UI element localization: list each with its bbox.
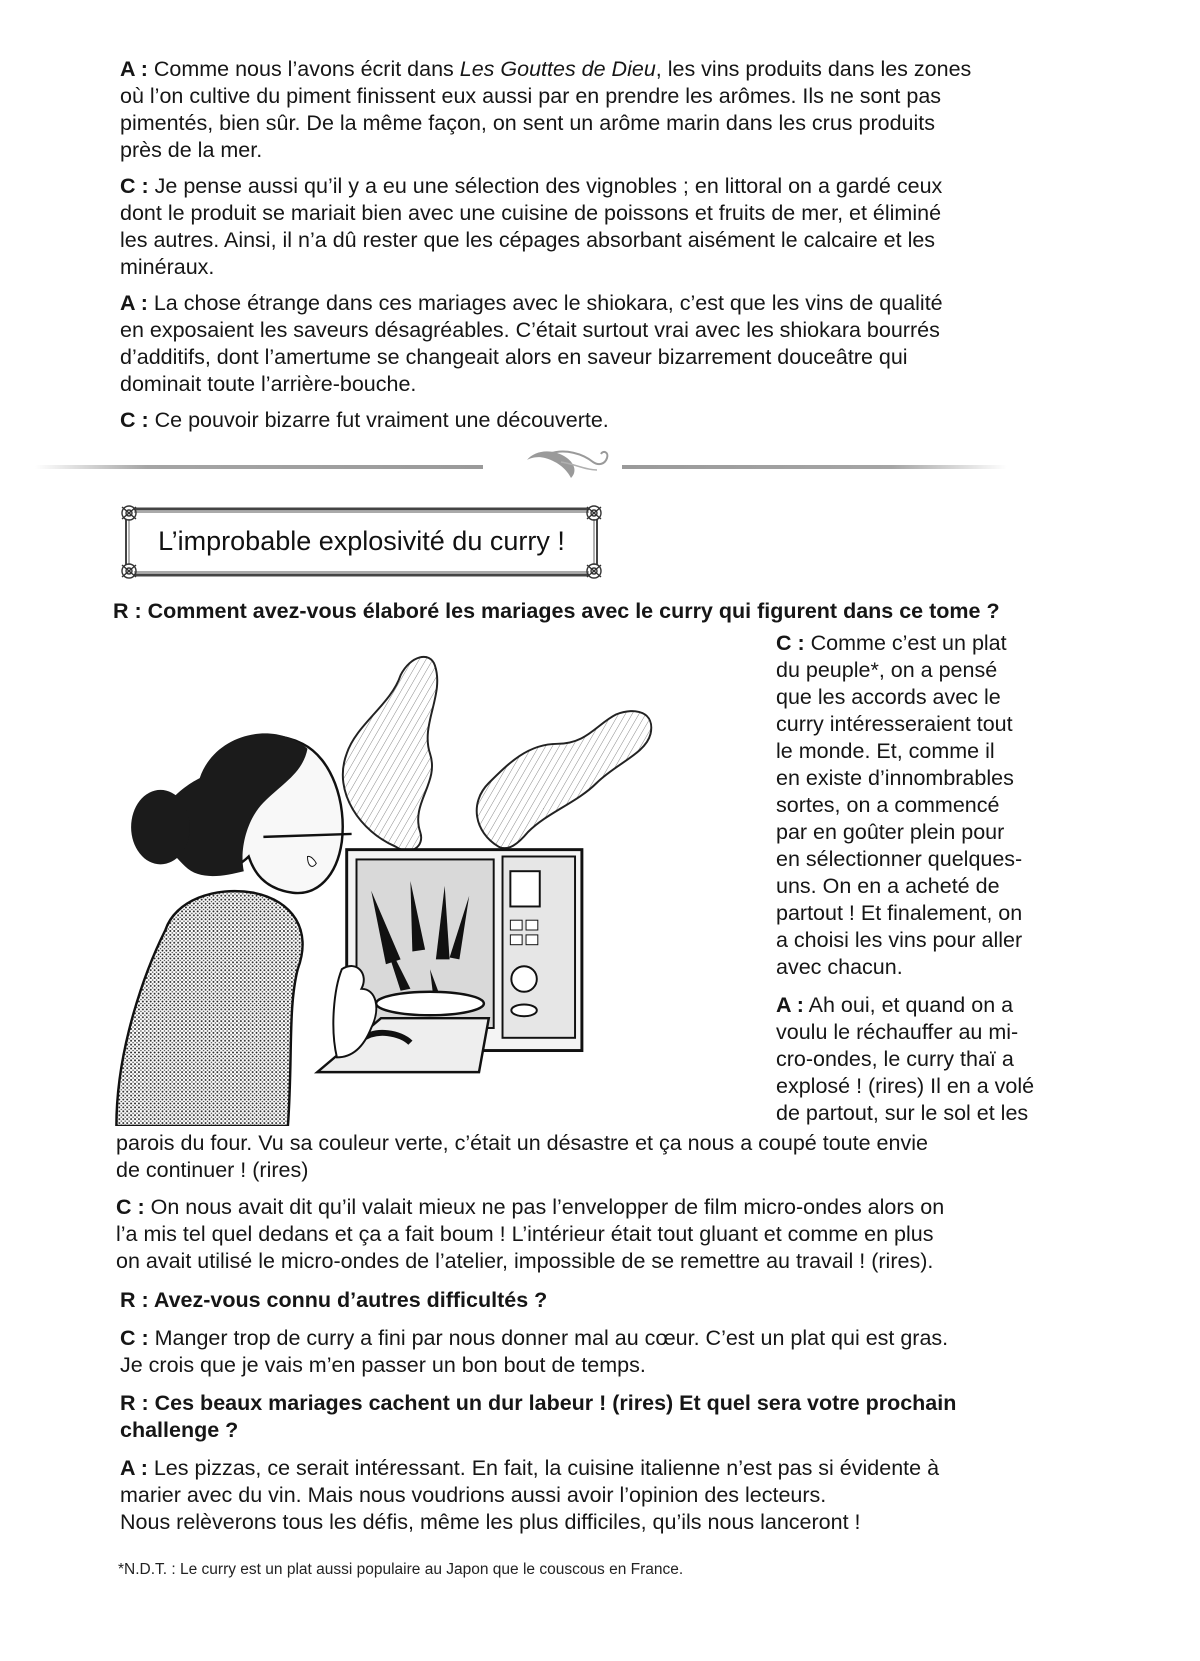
footnote: *N.D.T. : Le curry est un plat aussi populaire au Japon que le couscous en France. [118, 1561, 684, 1578]
speaker-label: C : [120, 408, 149, 432]
text-run: Manger trop de curry a fini par nous donner mal au cœur. C’est un plat qui est gras. [148, 1326, 949, 1350]
paragraph-a-shiokara [120, 290, 1060, 398]
text-line: le monde. Et, comme il [776, 739, 995, 763]
paragraph-a-micro-ondes-cont [116, 1130, 1060, 1184]
text-line: que les accords avec le [776, 685, 1001, 709]
text-line [120, 173, 1060, 200]
text-line [120, 1287, 1060, 1314]
flourish-ornament-icon [505, 444, 615, 480]
divider-line-left [35, 465, 483, 469]
speaker-label: A : [120, 57, 148, 81]
text-run: Comment avez-vous élaboré les mariages avec le curry qui figurent dans ce tome ? [141, 599, 1000, 623]
text-line [120, 56, 1060, 83]
text-line: on avait utilisé le micro-ondes de l’atelier, impossible de se remettre au travail ! (rires). [116, 1249, 934, 1273]
text-line [776, 992, 1060, 1019]
text-line: sortes, on a commencé [776, 793, 1000, 817]
book-title: Les Gouttes de Dieu [459, 57, 656, 81]
text-run: On nous avait dit qu’il valait mieux ne pas l’envelopper de film micro-ondes alors on [144, 1195, 945, 1219]
text-line: explosé ! (rires) Il en a volé [776, 1074, 1035, 1098]
text-run: Ce pouvoir bizarre fut vraiment une découverte. [148, 408, 609, 432]
paragraph-c-vignobles [120, 173, 1060, 281]
speaker-label: R : [113, 599, 142, 623]
text-line: challenge ? [120, 1418, 239, 1442]
question-r-difficultes [120, 1287, 1060, 1314]
text-run: Comme nous l’avons écrit dans [147, 57, 460, 81]
speaker-label: C : [116, 1195, 145, 1219]
text-line: du peuple*, on a pensé [776, 658, 998, 682]
text-run: Je pense aussi qu’il y a eu une sélection des vignobles ; en littoral on a gardé ceux [148, 174, 943, 198]
steam-cloud-icon [343, 657, 651, 851]
question-r-curry [113, 598, 1063, 625]
text-line: marier avec du vin. Mais nous voudrions aussi avoir l’opinion des lecteurs. [120, 1483, 827, 1507]
speaker-label: R : [120, 1391, 149, 1415]
text-line: parois du four. Vu sa couleur verte, c’était un désastre et ça nous a coupé toute envie [116, 1131, 928, 1155]
text-line: a choisi les vins pour aller [776, 928, 1023, 952]
text-line [120, 290, 1060, 317]
section-heading-frame [120, 503, 603, 581]
section-title: L’improbable explosivité du curry ! [158, 526, 565, 556]
text-line: où l’on cultive du piment finissent eux aussi par en prendre les arômes. Ils ne sont pas [120, 84, 942, 108]
text-line [120, 1455, 1060, 1482]
text-line: de partout, sur le sol et les [776, 1101, 1029, 1125]
text-line: minéraux. [120, 255, 215, 279]
text-line: cro-ondes, le curry thaï a [776, 1047, 1014, 1071]
text-line: l’a mis tel quel dedans et ça a fait boum ! L’intérieur était tout gluant et comme en plus [116, 1222, 934, 1246]
question-r-challenge [120, 1390, 1060, 1444]
ornamental-divider [35, 458, 1075, 478]
divider-line-right [622, 465, 1007, 469]
text-line: avec chacun. [776, 955, 903, 979]
illustration-microwave-explosion [100, 636, 760, 1126]
text-line: pimentés, bien sûr. De la même façon, on sent un arôme marin dans les crus produits [120, 111, 936, 135]
text-run: Comme c’est un plat [804, 631, 1007, 655]
text-line [113, 598, 1063, 625]
text-run: La chose étrange dans ces mariages avec le shiokara, c’est que les vins de qualité [147, 291, 943, 315]
text-line: en sélectionner quelques- [776, 847, 1023, 871]
text-run: , les vins produits dans les zones [655, 57, 972, 81]
text-line: les autres. Ainsi, il n’a dû rester que les cépages absorbant aisément le calcaire et les [120, 228, 936, 252]
paragraph-c-plat-du-peuple [776, 630, 1060, 981]
text-line: dominait toute l’arrière-bouche. [120, 372, 417, 396]
text-line: curry intéresseraient tout [776, 712, 1013, 736]
text-run: Ah oui, et quand on a [803, 993, 1014, 1017]
paragraph-c-pouvoir [120, 407, 1060, 434]
text-line [116, 1194, 1060, 1221]
text-line: Nous relèverons tous les défis, même les plus difficiles, qu’ils nous lanceront ! [120, 1510, 861, 1534]
text-line [120, 407, 1060, 434]
text-line [120, 1325, 1060, 1352]
text-line: par en goûter plein pour [776, 820, 1005, 844]
text-line: d’additifs, dont l’amertume se changeait alors en saveur bizarrement douceâtre qui [120, 345, 908, 369]
speaker-label: R : [120, 1288, 149, 1312]
speaker-label: A : [776, 993, 804, 1017]
text-line: en existe d’innombrables [776, 766, 1014, 790]
text-line [120, 1390, 1060, 1417]
text-line: partout ! Et finalement, on [776, 901, 1023, 925]
text-line: de continuer ! (rires) [116, 1158, 309, 1182]
text-line: voulu le réchauffer au mi- [776, 1020, 1019, 1044]
text-run: Avez-vous connu d’autres difficultés ? [148, 1288, 548, 1312]
text-line: Je crois que je vais m’en passer un bon bout de temps. [120, 1353, 646, 1377]
text-run: Ces beaux mariages cachent un dur labeur ! (rires) Et quel sera votre prochain [148, 1391, 957, 1415]
text-line: près de la mer. [120, 138, 263, 162]
text-line: en exposaient les saveurs désagréables. C’était surtout vrai avec les shiokara bourrés [120, 318, 940, 342]
paragraph-c-mal-au-coeur [120, 1325, 1060, 1379]
speaker-label: C : [120, 1326, 149, 1350]
paragraph-c-film [116, 1194, 1060, 1275]
text-run: Les pizzas, ce serait intéressant. En fait, la cuisine italienne n’est pas si évidente à [147, 1456, 940, 1480]
text-line [776, 630, 1060, 657]
speaker-label: C : [776, 631, 805, 655]
paragraph-a-gouttes [120, 56, 1060, 164]
paragraph-a-micro-ondes [776, 992, 1060, 1127]
speaker-label: A : [120, 291, 148, 315]
text-line: uns. On en a acheté de [776, 874, 1000, 898]
speaker-label: C : [120, 174, 149, 198]
speaker-label: A : [120, 1456, 148, 1480]
text-line: dont le produit se mariait bien avec une cuisine de poissons et fruits de mer, et éliminé [120, 201, 942, 225]
paragraph-a-pizzas [120, 1455, 1060, 1536]
